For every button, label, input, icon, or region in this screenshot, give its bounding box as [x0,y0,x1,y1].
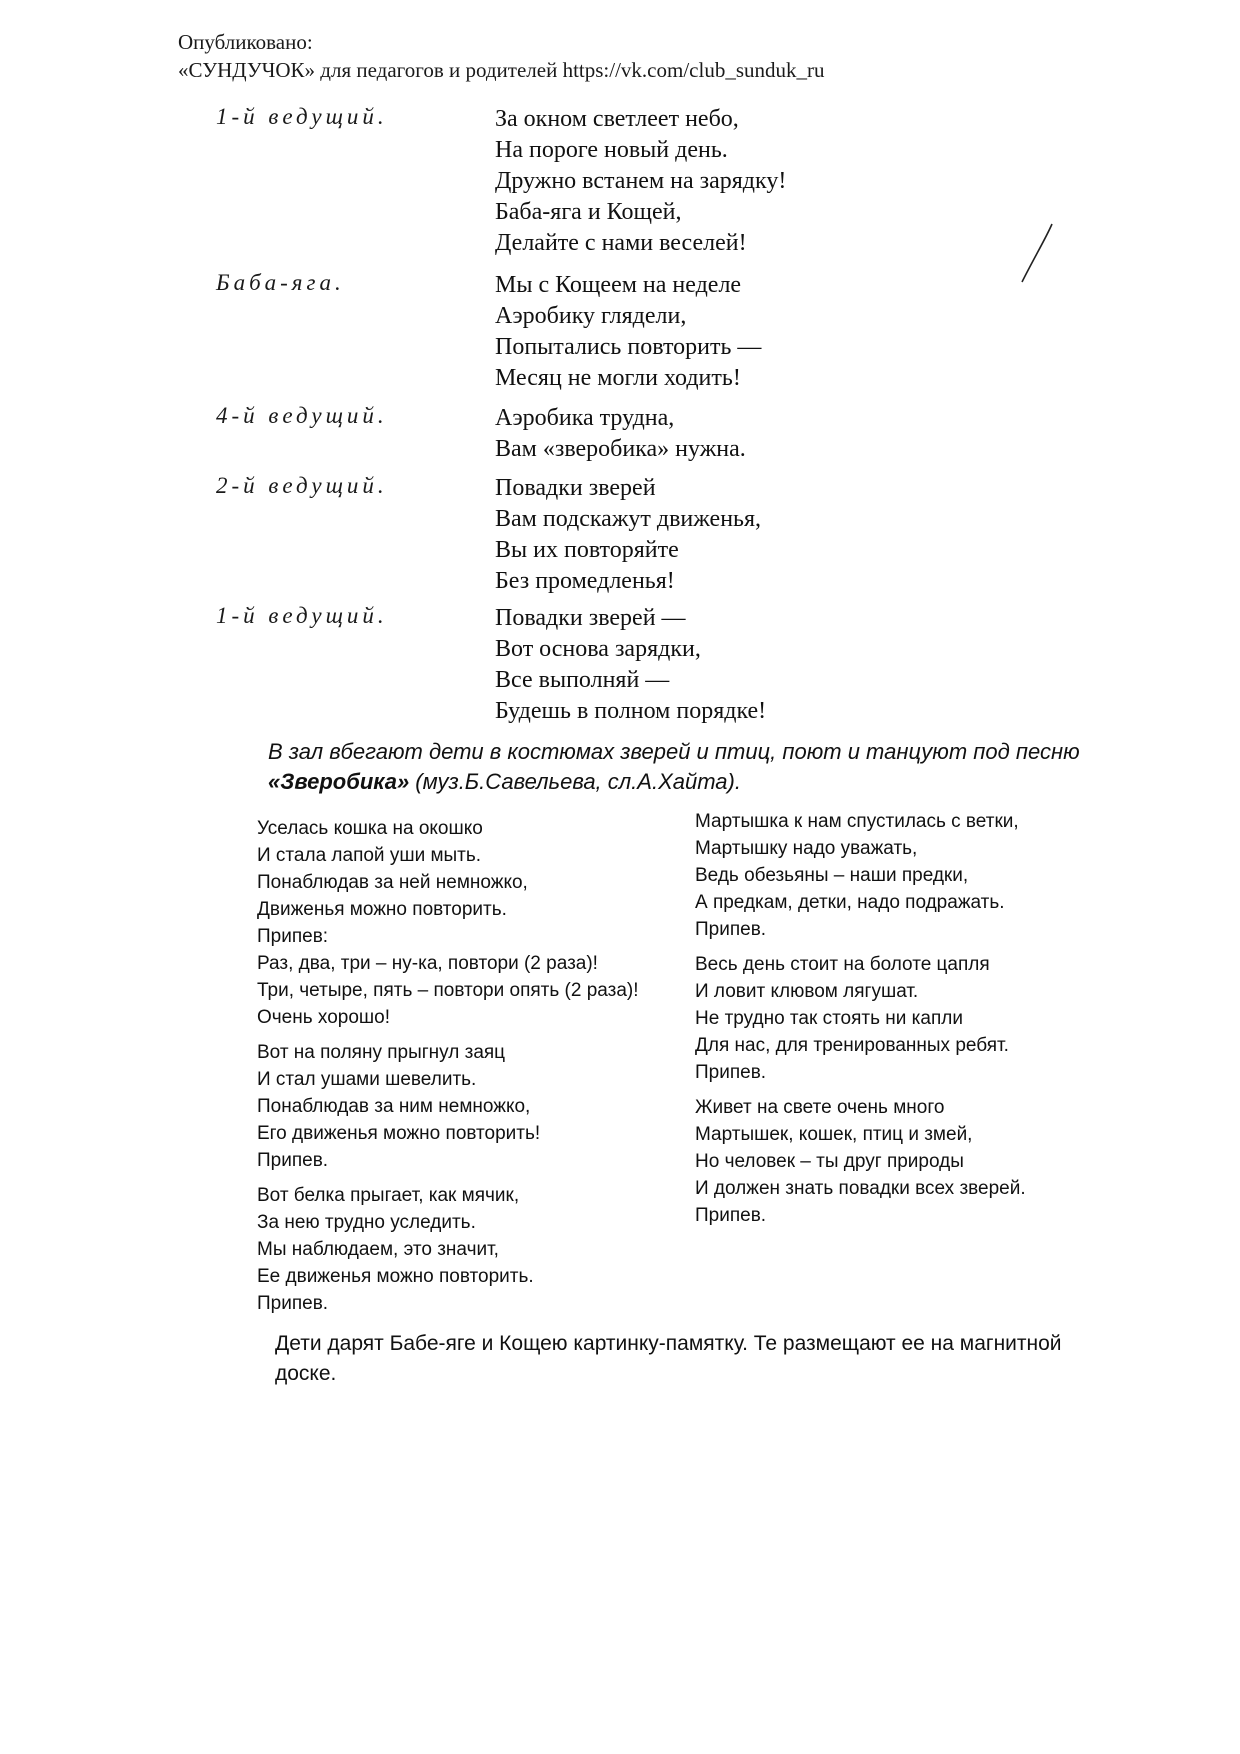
lyric-line: Мартышку надо уважать, [695,838,918,859]
verse-line: Баба-яга и Кощей, [495,199,682,225]
song-column-left [257,815,639,1325]
lyric-line: Припев: [257,926,329,947]
verse-line: Аэробику глядели, [495,303,687,329]
stage-direction [268,737,1108,797]
speaker-name: 1-й ведущий. [216,104,388,129]
song-credits: (муз.Б.Савельева, сл.А.Хайта). [409,769,741,794]
lyric-line: Понаблюдав за ним немножко, [257,1096,531,1117]
song-stanza [695,1094,1026,1229]
verse-line: Без промедленья! [495,568,675,594]
lyric-line: И ловит клювом лягушат. [695,981,919,1002]
lyric-line: Мартышек, кошек, птиц и змей, [695,1124,973,1145]
lyric-line: Ведь обезьяны – наши предки, [695,865,969,886]
song-stanza [695,808,1026,943]
lyric-line: Его движенья можно повторить! [257,1123,541,1144]
lyric-line: Уселась кошка на окошко [257,818,483,839]
song-stanza [695,951,1026,1086]
speaker-lines [495,603,766,727]
lyric-line: И стал ушами шевелить. [257,1069,477,1090]
verse-line: На пороге новый день. [495,137,728,163]
lyric-line: Очень хорошо! [257,1007,390,1028]
speaker-lines [495,104,786,259]
song-stanza [257,1182,639,1317]
speaker-name: 4-й ведущий. [216,403,388,428]
publisher-line: «СУНДУЧОК» для педагогов и родителей https://vk.com/club_sunduk_ru [178,58,825,82]
verse-line: Вы их повторяйте [495,537,679,563]
song-column-right [695,808,1026,1237]
lyric-line: И должен знать повадки всех зверей. [695,1178,1026,1199]
lyric-line: И стала лапой уши мыть. [257,845,482,866]
scan-artifact-stroke [1010,220,1060,290]
published-label: Опубликовано: [178,30,313,54]
verse-line: За окном светлеет небо, [495,106,739,132]
verse-line: Вам подскажут движенья, [495,506,762,532]
lyric-line: Вот белка прыгает, как мячик, [257,1185,520,1206]
lyric-line: Припев. [695,1205,767,1226]
lyric-line: Припев. [695,919,767,940]
verse-line: Аэробика трудна, [495,405,675,431]
lyric-line: Понаблюдав за ней немножко, [257,872,528,893]
lyric-line: А предкам, детки, надо подражать. [695,892,1005,913]
verse-line: Повадки зверей — [495,605,686,631]
speaker-lines [495,270,761,394]
song-stanza [257,1039,639,1174]
lyric-line: Движенья можно повторить. [257,899,507,920]
verse-line: Все выполняй — [495,667,670,693]
lyric-line: Живет на свете очень много [695,1097,945,1118]
publication-header [178,28,825,84]
lyric-line: Для нас, для тренированных ребят. [695,1035,1009,1056]
verse-line: Попытались повторить — [495,334,762,360]
speaker-lines [495,403,746,465]
lyric-line: Мартышка к нам спустилась с ветки, [695,811,1019,832]
lyric-line: Припев. [695,1062,767,1083]
verse-line: Вот основа зарядки, [495,636,701,662]
lyric-line: Мы наблюдаем, это значит, [257,1239,499,1260]
closing-stage-direction: Дети дарят Бабе-яге и Кощею картинку-памятку. Те размещают ее на магнитной доске. [275,1332,1062,1385]
lyric-line: Весь день стоит на болоте цапля [695,954,990,975]
lyric-line: Припев. [257,1293,329,1314]
verse-line: Будешь в полном порядке! [495,698,767,724]
song-title: «Зверобика» [268,769,410,794]
verse-line: Повадки зверей [495,475,656,501]
speaker-name: Баба-яга. [216,270,345,295]
speaker-name: 1-й ведущий. [216,603,388,628]
lyric-line: Припев. [257,1150,329,1171]
speaker-name: 2-й ведущий. [216,473,388,498]
lyric-line: Но человек – ты друг природы [695,1151,964,1172]
verse-line: Дружно встанем на зарядку! [495,168,787,194]
verse-line: Вам «зверобика» нужна. [495,436,746,462]
lyric-line: Раз, два, три – ну-ка, повтори (2 раза)! [257,953,598,974]
lyric-line: Три, четыре, пять – повтори опять (2 раза)! [257,980,639,1001]
stage-direction-text: В зал вбегают дети в костюмах зверей и птиц, поют и танцуют под песню [268,739,1080,764]
song-stanza [257,815,639,1031]
lyric-line: Не трудно так стоять ни капли [695,1008,963,1029]
speaker-lines [495,473,761,597]
lyric-line: Вот на поляну прыгнул заяц [257,1042,506,1063]
lyric-line: Ее движенья можно повторить. [257,1266,534,1287]
verse-line: Мы с Кощеем на неделе [495,272,742,298]
verse-line: Делайте с нами веселей! [495,230,747,256]
verse-line: Месяц не могли ходить! [495,365,741,391]
lyric-line: За нею трудно уследить. [257,1212,476,1233]
